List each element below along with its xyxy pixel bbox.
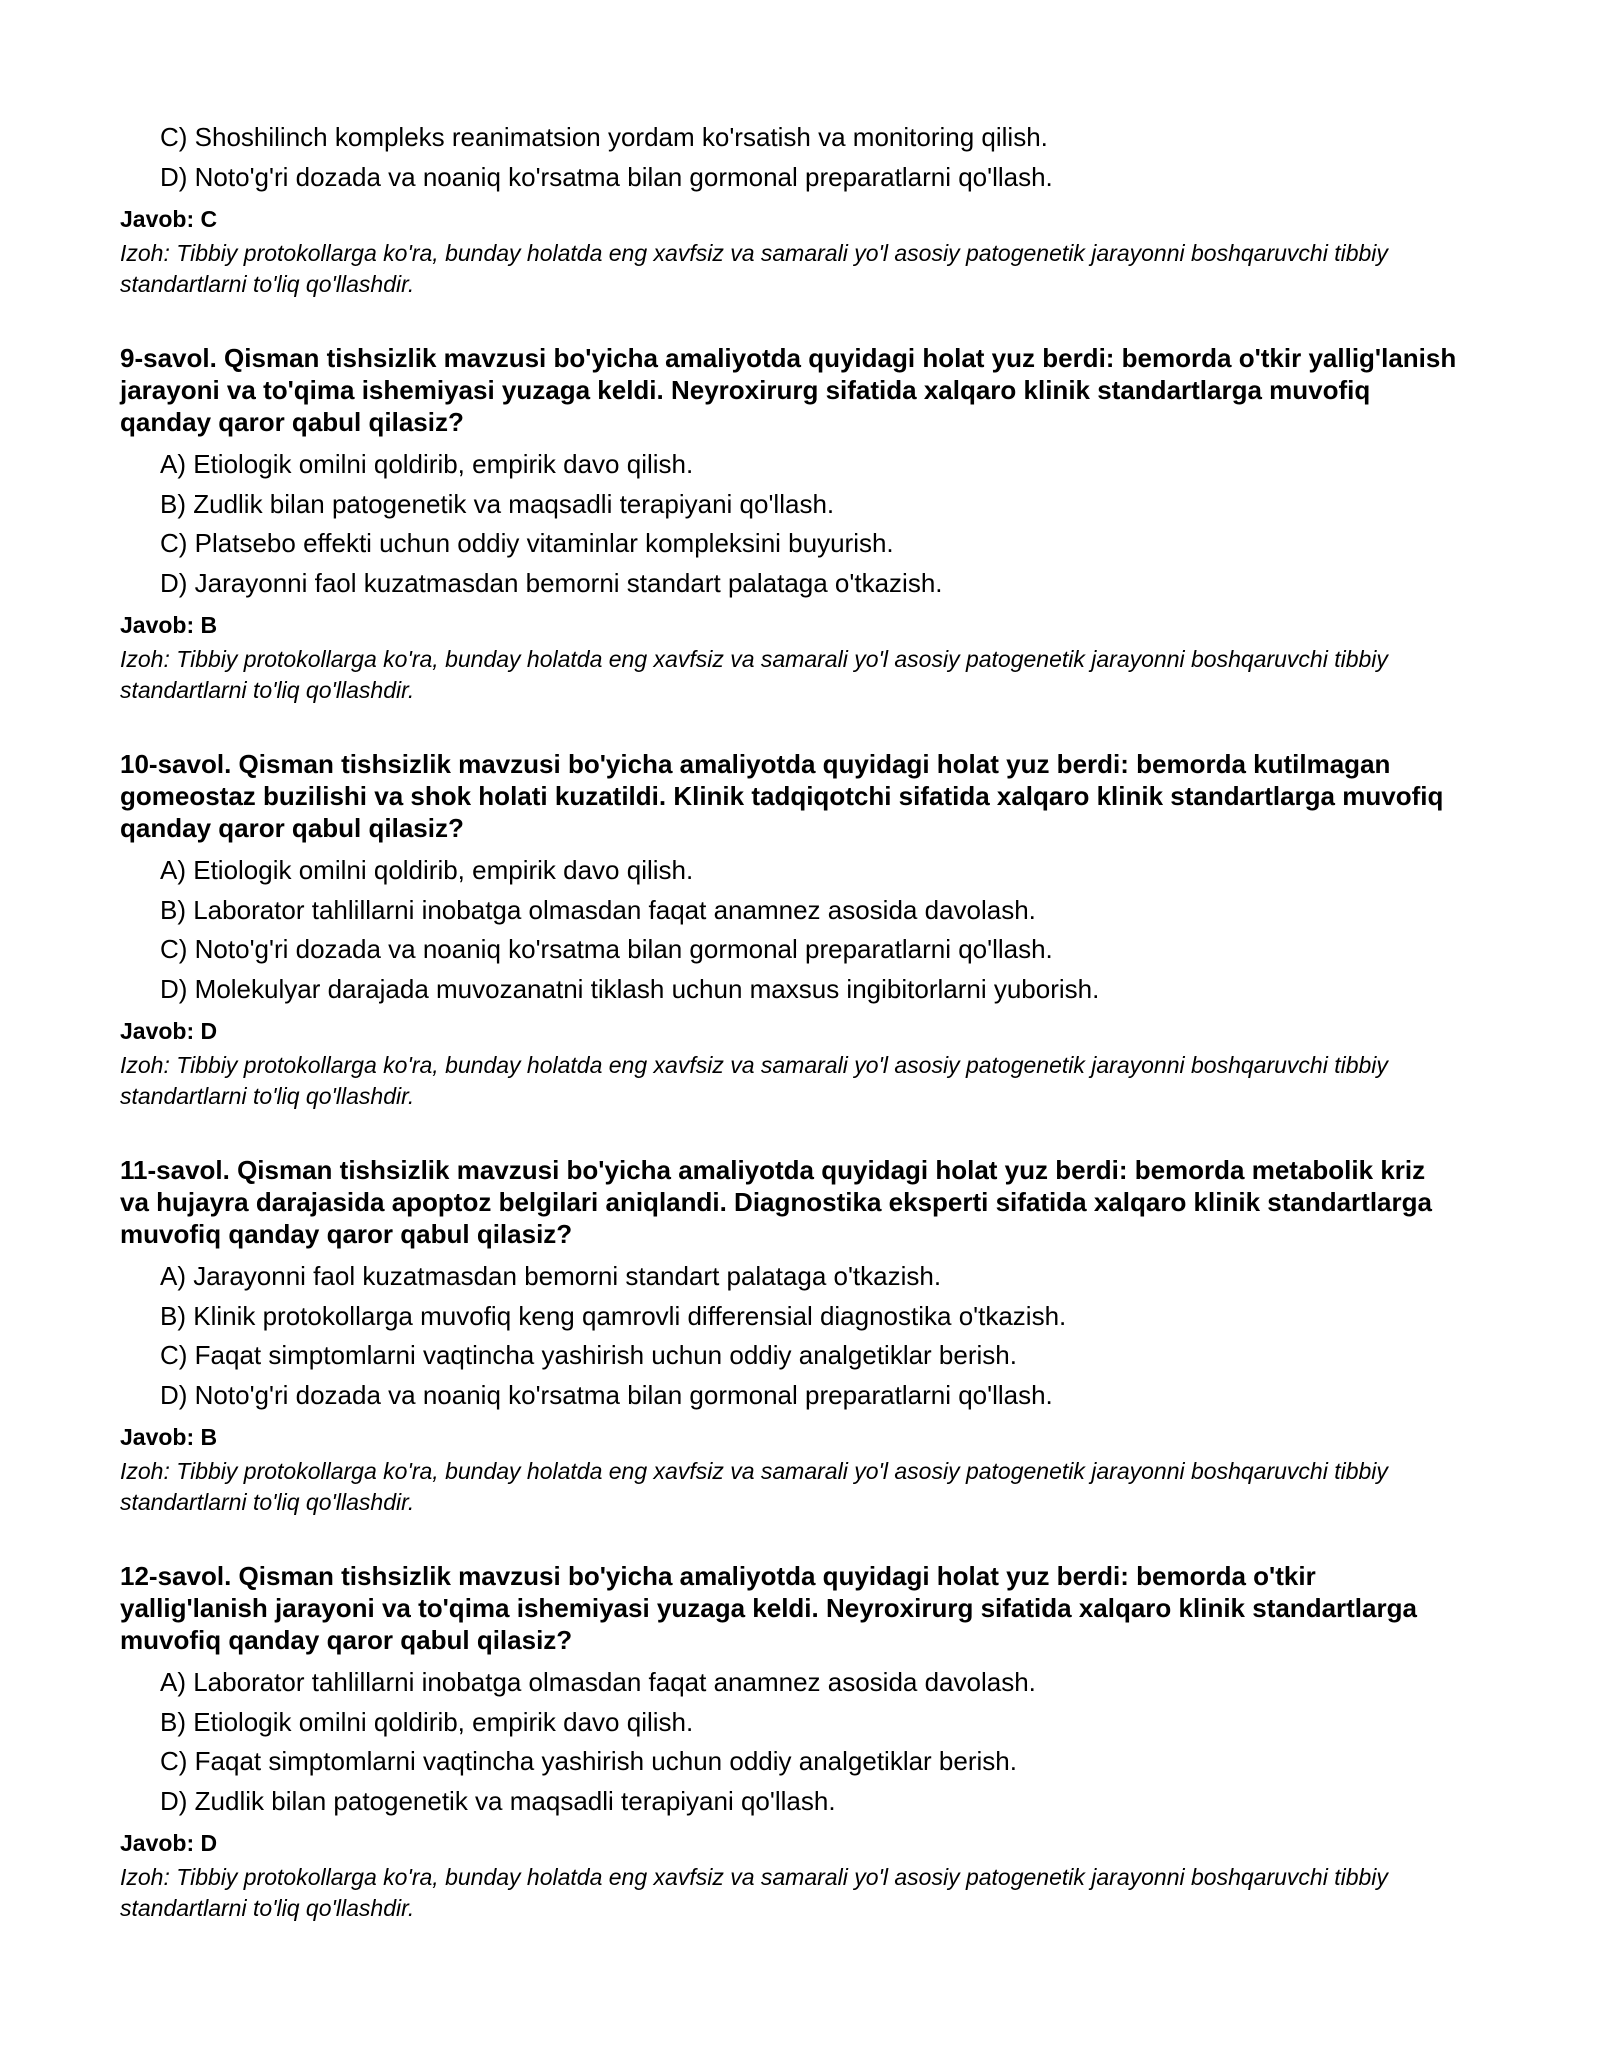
question-block-8-continued <box>120 118 1460 300</box>
answer-label: Javob: C <box>120 206 218 232</box>
option-d: D) Noto'g'ri dozada va noaniq ko'rsatma bilan gormonal preparatlarni qo'llash. <box>160 1379 1053 1410</box>
answer-label: Javob: B <box>120 1424 218 1450</box>
option-c: C) Platsebo effekti uchun oddiy vitaminlar kompleksini buyurish. <box>160 528 894 558</box>
document-page <box>120 118 1460 1924</box>
option-b: B) Klinik protokollarga muvofiq keng qamrovli differensial diagnostika o'tkazish. <box>160 1300 1067 1331</box>
option-c: C) Faqat simptomlarni vaqtincha yashirish uchun oddiy analgetiklar berish. <box>160 1746 1017 1776</box>
option-d: D) Molekulyar darajada muvozanatni tiklash uchun maxsus ingibitorlarni yuborish. <box>160 973 1100 1004</box>
explanation-note: Izoh: Tibbiy protokollarga ko'ra, bunday holatda eng xavfsiz va samarali yo'l asosiy patogenetik jarayonni boshqaruvchi tibbiy standartlarni to'liq qo'llashdir. <box>120 646 1388 703</box>
question-text: 12-savol. Qisman tishsizlik mavzusi bo'yicha amaliyotda quyidagi holat yuz berdi: bemorda o'tkir yallig'lanish jarayoni va to'qima ishemiyasi yuzaga keldi. Neyroxirurg sifatida xalqaro klinik standartlarga muvofiq qanday qaror qabul qilasiz? <box>120 1561 1417 1655</box>
answer-label: Javob: D <box>120 1830 218 1856</box>
option-c: C) Noto'g'ri dozada va noaniq ko'rsatma bilan gormonal preparatlarni qo'llash. <box>160 934 1053 964</box>
option-c: C) Faqat simptomlarni vaqtincha yashirish uchun oddiy analgetiklar berish. <box>160 1340 1017 1370</box>
explanation-note: Izoh: Tibbiy protokollarga ko'ra, bunday holatda eng xavfsiz va samarali yo'l asosiy patogenetik jarayonni boshqaruvchi tibbiy standartlarni to'liq qo'llashdir. <box>120 1864 1388 1921</box>
question-block-11 <box>120 1154 1460 1518</box>
explanation-note: Izoh: Tibbiy protokollarga ko'ra, bunday holatda eng xavfsiz va samarali yo'l asosiy patogenetik jarayonni boshqaruvchi tibbiy standartlarni to'liq qo'llashdir. <box>120 1052 1388 1109</box>
explanation-note: Izoh: Tibbiy protokollarga ko'ra, bunday holatda eng xavfsiz va samarali yo'l asosiy patogenetik jarayonni boshqaruvchi tibbiy standartlarni to'liq qo'llashdir. <box>120 240 1388 297</box>
option-a: A) Laborator tahlillarni inobatga olmasdan faqat anamnez asosida davolash. <box>160 1667 1036 1697</box>
question-text: 10-savol. Qisman tishsizlik mavzusi bo'yicha amaliyotda quyidagi holat yuz berdi: bemorda kutilmagan gomeostaz buzilishi va shok holati kuzatildi. Klinik tadqiqotchi sifatida xalqaro klinik standartlarga muvofiq qanday qaror qabul qilasiz? <box>120 749 1444 843</box>
question-block-10 <box>120 748 1460 1112</box>
question-text: 11-savol. Qisman tishsizlik mavzusi bo'yicha amaliyotda quyidagi holat yuz berdi: bemorda metabolik kriz va hujayra darajasida apoptoz belgilari aniqlandi. Diagnostika eksperti sifatida xalqaro klinik standartlarga muvofiq qanday qaror qabul qilasiz? <box>120 1155 1432 1249</box>
option-d: D) Zudlik bilan patogenetik va maqsadli terapiyani qo'llash. <box>160 1785 836 1816</box>
question-block-9 <box>120 342 1460 706</box>
question-block-12 <box>120 1560 1460 1924</box>
option-a: A) Jarayonni faol kuzatmasdan bemorni standart palataga o'tkazish. <box>160 1261 942 1291</box>
option-d: D) Noto'g'ri dozada va noaniq ko'rsatma bilan gormonal preparatlarni qo'llash. <box>160 161 1053 192</box>
explanation-note: Izoh: Tibbiy protokollarga ko'ra, bunday holatda eng xavfsiz va samarali yo'l asosiy patogenetik jarayonni boshqaruvchi tibbiy standartlarni to'liq qo'llashdir. <box>120 1458 1388 1515</box>
question-text: 9-savol. Qisman tishsizlik mavzusi bo'yicha amaliyotda quyidagi holat yuz berdi: bemorda o'tkir yallig'lanish jarayoni va to'qima ishemiyasi yuzaga keldi. Neyroxirurg sifatida xalqaro klinik standartlarga muvofiq qanday qaror qabul qilasiz? <box>120 343 1457 437</box>
option-b: B) Etiologik omilni qoldirib, empirik davo qilish. <box>160 1706 694 1737</box>
option-b: B) Laborator tahlillarni inobatga olmasdan faqat anamnez asosida davolash. <box>160 894 1036 925</box>
option-a: A) Etiologik omilni qoldirib, empirik davo qilish. <box>160 855 694 885</box>
option-a: A) Etiologik omilni qoldirib, empirik davo qilish. <box>160 449 694 479</box>
answer-label: Javob: D <box>120 1018 218 1044</box>
answer-label: Javob: B <box>120 612 218 638</box>
option-b: B) Zudlik bilan patogenetik va maqsadli terapiyani qo'llash. <box>160 488 835 519</box>
option-d: D) Jarayonni faol kuzatmasdan bemorni standart palataga o'tkazish. <box>160 567 943 598</box>
option-c: C) Shoshilinch kompleks reanimatsion yordam ko'rsatish va monitoring qilish. <box>160 122 1048 152</box>
